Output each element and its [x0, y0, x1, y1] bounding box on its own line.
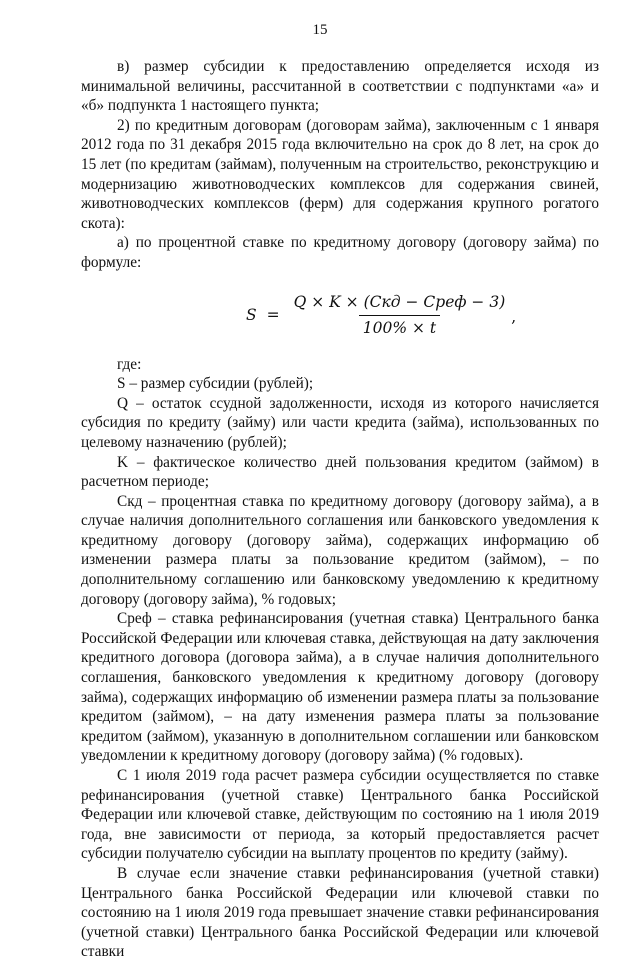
definition-k: K – фактическое количество дней пользования кредитом (займом) в расчетном периоде; [81, 453, 599, 491]
formula-numerator: Q × K × (Скд − Среф − 3) [293, 292, 506, 311]
definition-q: Q – остаток ссудной задолженности, исходя из которого начисляется субсидия по кредиту (займу) или части кредита (займа), использованных по целевому назначению (рублей); [81, 394, 599, 451]
paragraph-item-2: 2) по кредитным договорам (договорам займа), заключенным с 1 января 2012 года по 31 декабря 2015 года включительно на срок до 8 лет, на срок до 15 лет (по кредитам (займам), полученным на строительство, реконструкцию и модернизацию животноводческих комплексов для содержания свиней, животноводческих комплексов (ферм) для содержания крупного рогатого скота): [81, 116, 599, 232]
formula-lhs: S [246, 305, 257, 324]
paragraph-subparagraph-a: а) по процентной ставке по кредитному договору (договору займа) по формуле: [81, 234, 599, 271]
paragraph-july-2019: С 1 июля 2019 года расчет размера субсидии осуществляется по ставке рефинансирования (учетной ставке) Центрального банка Российской Федерации или ключевой ставке, действующим по состоянию на 1 июля 2019 года, вне зависимости от периода, за который предоставляется расчет субсидии получателю субсидии на выплату процентов по кредиту (займу). [81, 767, 599, 863]
formula-equals: = [266, 305, 280, 324]
formula-fraction [290, 293, 510, 339]
definition-s: S – размер субсидии (рублей); [117, 375, 314, 393]
document-body [81, 57, 599, 962]
page-number: 15 [312, 22, 328, 38]
subsidy-formula [81, 273, 599, 355]
paragraph-subparagraph-v: в) размер субсидии к предоставлению определяется исходя из минимальной величины, рассчитанной в соответствии с подпунктами «а» и «б» подпункта 1 настоящего пункта; [81, 58, 599, 115]
paragraph-where: где: [117, 355, 142, 373]
definition-sref: Среф – ставка рефинансирования (учетная ставка) Центрального банка Российской Федерации или ключевая ставка, действующая на дату заключения кредитного договора (договора займа), а в случае наличия дополнительного соглашения, банковского уведомления к кредитному договору (договору займа), содержащих информацию об изменении размера платы за пользование кредитом (займом), – на дату изменения размера платы за пользование кредитом (займом), указанную в дополнительном соглашении или банковском уведомлении к кредитному договору (договору займа) (% годовых). [81, 610, 599, 765]
definition-skd: Скд – процентная ставка по кредитному договору (договору займа), а в случае наличия дополнительного соглашения или банковского уведомления к кредитному договору (договору займа), содержащих информацию об изменении размера платы за пользование кредитом (займом), – по дополнительному соглашению или банковскому уведомлению к кредитному договору (договору займа), % годовых; [81, 492, 599, 608]
formula-denominator: 100% × t [359, 315, 440, 339]
paragraph-in-case: В случае если значение ставки рефинансирования (учетной ставки) Центрального банка Российской Федерации или ключевой ставки по состоянию на 1 июля 2019 года превышает значение ставки рефинансирования (учетной ставки) Центрального банка Российской Федерации или ключевой ставки [81, 864, 599, 961]
formula-comma: , [511, 307, 517, 326]
